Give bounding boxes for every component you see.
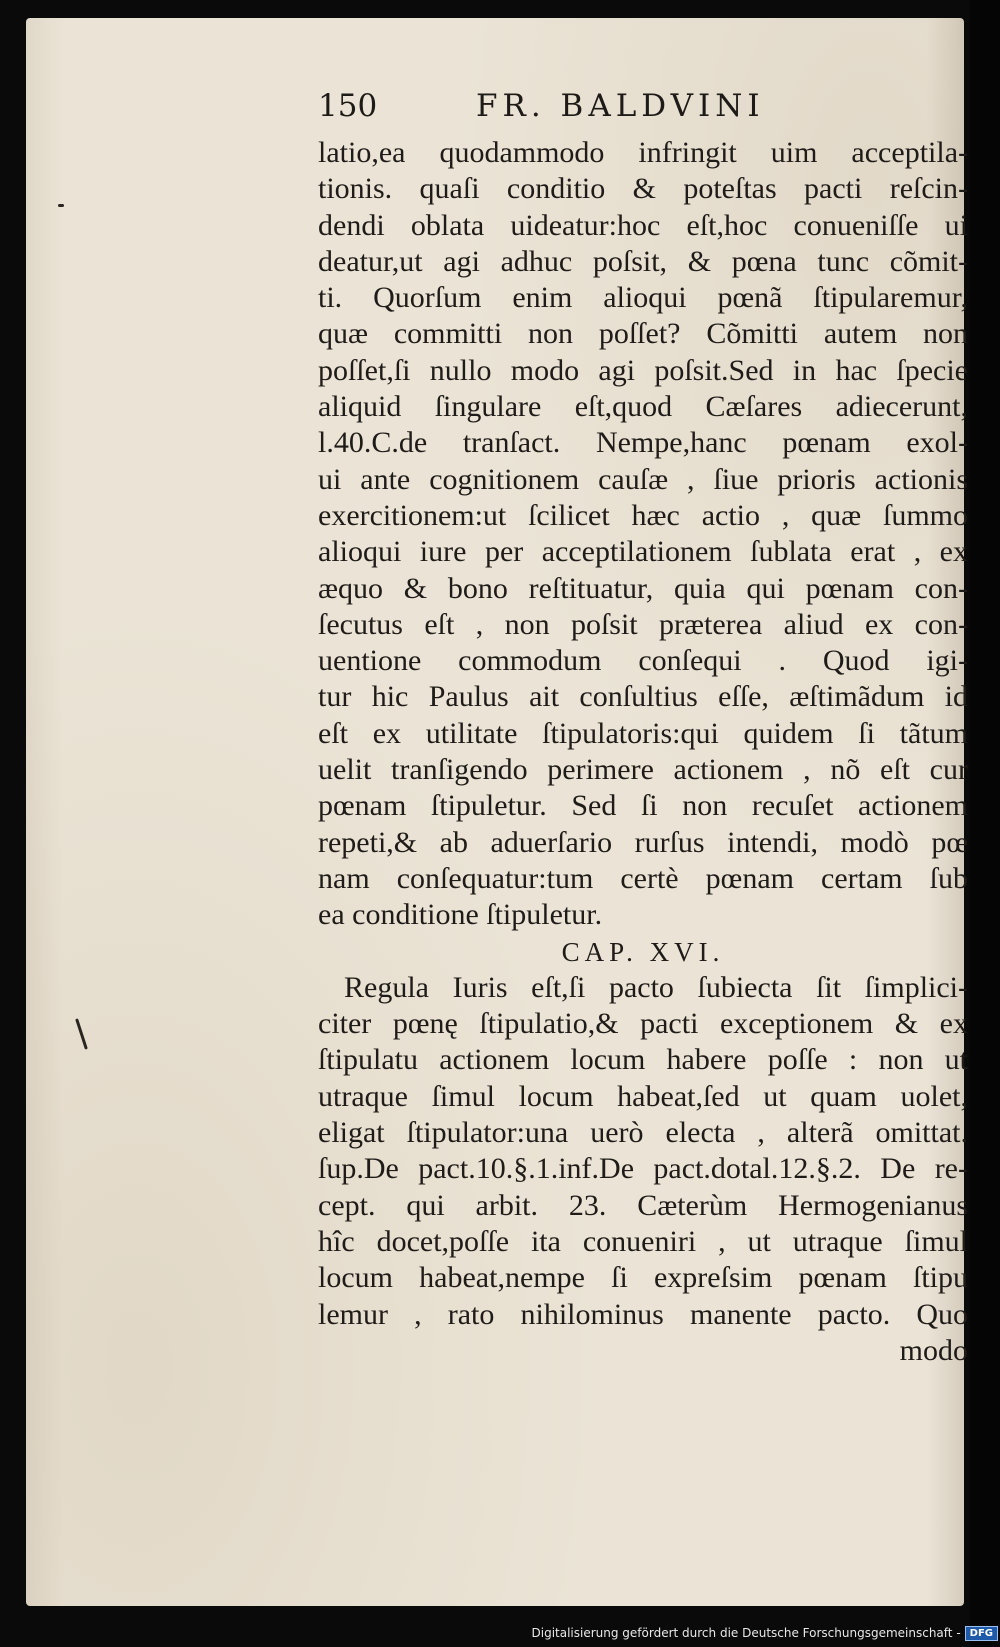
text-line: pœnam ſtipuletur. Sed ſi non recuſet actionem	[318, 789, 968, 823]
margin-mark	[75, 1018, 88, 1049]
text-line: eſt ex utilitate ſtipulatoris:qui quidem ſi tãtum	[318, 716, 968, 750]
text-line: ſup.De pact.10.§.1.inf.De pact.dotal.12.§.2. De re-	[318, 1152, 968, 1186]
running-head	[318, 88, 968, 132]
dfg-logo: DFG	[965, 1626, 998, 1641]
text-line: uelit tranſigendo perimere actionem , nõ eſt cur	[318, 753, 968, 787]
text-line: deatur,ut agi adhuc poſsit, & pœna tunc cõmit-	[318, 244, 968, 278]
text-line: ti. Quorſum enim alioqui pœnã ſtipularemur,	[318, 281, 968, 315]
text-line: tionis. quaſi conditio & poteſtas pacti reſcin-	[318, 172, 968, 206]
text-line: locum habeat,nempe ſi expreſsim pœnam ſtipu	[318, 1261, 968, 1295]
text-line: cept. qui arbit. 23. Cæterùm Hermogenianus	[318, 1188, 968, 1222]
text-line: hîc docet,poſſe ita conueniri , ut utraque ſimul	[318, 1224, 968, 1258]
text-line: quæ committi non poſſet? Cõmitti autem non	[318, 317, 968, 351]
text-line: poſſet,ſi nullo modo agi poſsit.Sed in hac ſpecie	[318, 353, 968, 387]
running-title: FR. BALDVINI	[476, 88, 765, 124]
scan-gutter	[970, 0, 1000, 1647]
chapter-heading: CAP. XVI.	[561, 936, 725, 967]
text-line: ui ante cognitionem cauſæ , ſiue prioris actionis	[318, 462, 968, 496]
text-line: aliquid ſingulare eſt,quod Cæſares adiecerunt,	[318, 390, 968, 424]
text-line: tur hic Paulus ait conſultius eſſe, æſtimãdum id	[318, 680, 968, 714]
text-line: exercitionem:ut ſcilicet hæc actio , quæ ſummo	[318, 498, 968, 532]
text-line: eligat ſtipulator:una uerò electa , alterã omittat.	[318, 1116, 968, 1150]
text-line: alioqui iure per acceptilationem ſublata erat , ex	[318, 535, 968, 569]
text-line: latio,ea quodammodo infringit uim acceptila-	[318, 136, 968, 169]
text-line: ſecutus eſt , non poſsit præterea aliud ex con-	[318, 607, 968, 641]
margin-mark	[58, 204, 64, 207]
page-number: 150	[318, 88, 378, 124]
text-line: uentione commodum conſequi . Quod igi-	[318, 644, 968, 678]
text-line: repeti,& ab aduerſario rurſus intendi, modò pœ	[318, 825, 968, 859]
text-line: utraque ſimul locum habeat,ſed ut quam uolet,	[318, 1079, 968, 1113]
digitization-credit	[532, 1623, 999, 1643]
text-line: l.40.C.de tranſact. Nempe,hanc pœnam exol-	[318, 426, 968, 460]
body-text	[318, 135, 968, 1369]
text-line: citer pœnę ſtipulatio,& pacti exceptionem & ex	[318, 1007, 968, 1041]
text-line: nam conſequatur:tum certè pœnam certam ſub	[318, 861, 968, 895]
text-line: ea conditione ſtipuletur.	[318, 898, 603, 932]
text-line: dendi oblata uideatur:hoc eſt,hoc conueniſſe ui	[318, 208, 968, 242]
text-line: ſtipulatu actionem locum habere poſſe : non ut	[318, 1043, 968, 1077]
text-line: æquo & bono reſtituatur, quia qui pœnam con-	[318, 571, 968, 605]
catchword: modo	[899, 1333, 968, 1367]
text-line: Regula Iuris eſt,ſi pacto ſubiecta ſit ſimplici-	[344, 970, 968, 1004]
credit-text: Digitalisierung gefördert durch die Deutsche Forschungsgemeinschaft -	[531, 1626, 961, 1640]
text-line: lemur , rato nihilominus manente pacto. Quo	[318, 1297, 968, 1331]
